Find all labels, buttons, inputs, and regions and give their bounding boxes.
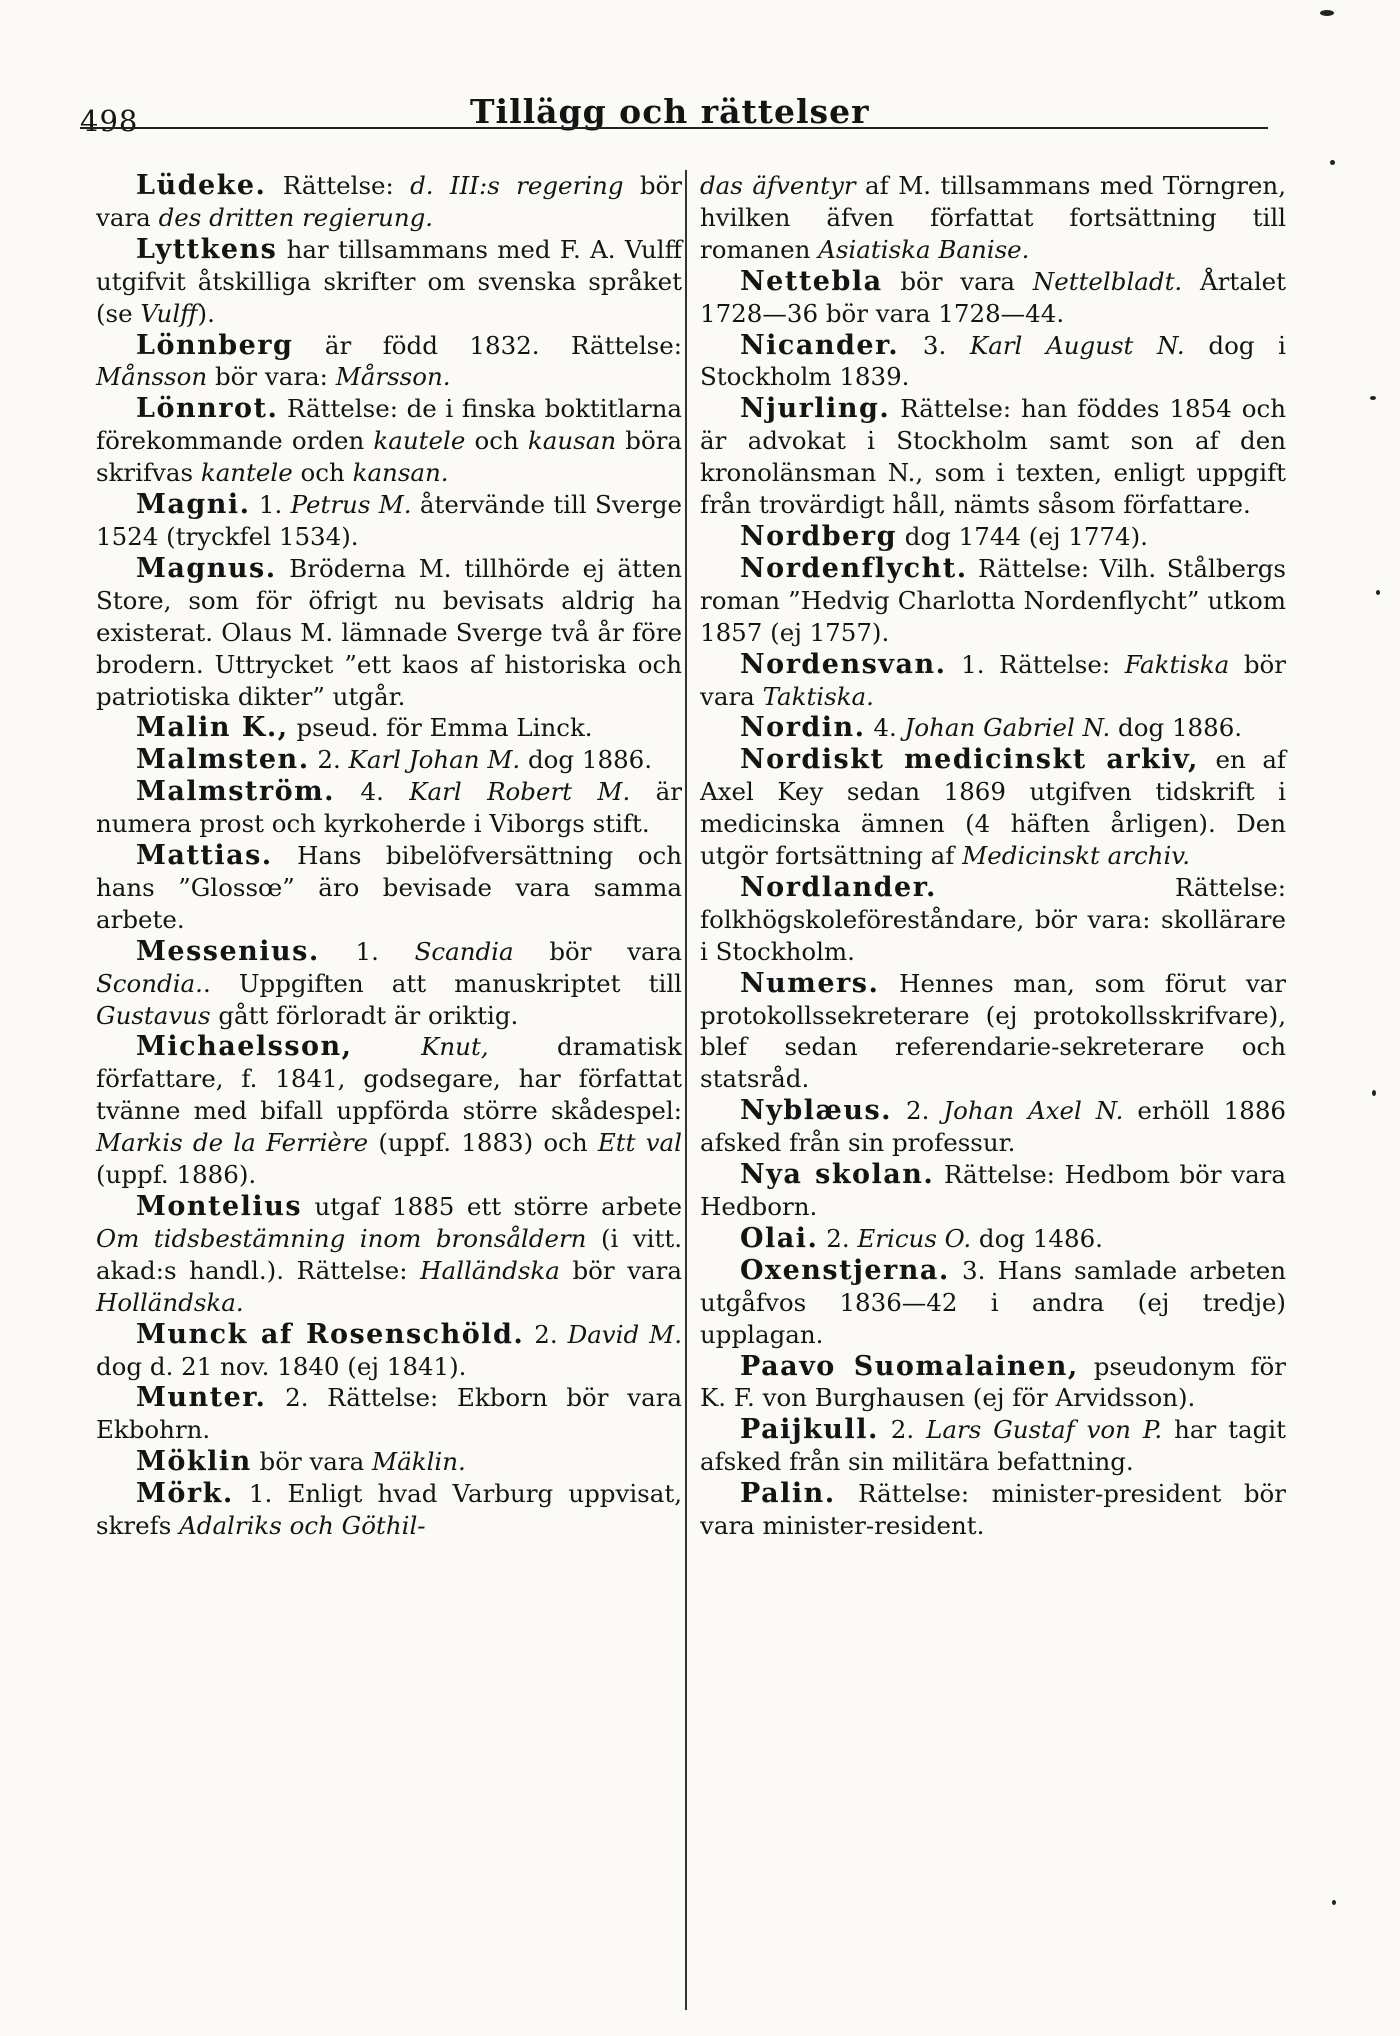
entry-italic-text: Gustavus <box>96 1000 211 1030</box>
entry-italic-text: Halländska <box>420 1255 560 1285</box>
dictionary-entry <box>96 840 682 936</box>
column-divider <box>685 170 687 2010</box>
entry-headword: Munck af Rosenschöld. <box>136 1318 525 1350</box>
entry-text: Rättelse: minister-president bör vara minister-resident. <box>700 1479 1286 1541</box>
entry-italic-text: das äfventyr <box>700 171 856 200</box>
entry-text: dog 1886. <box>520 745 653 775</box>
entry-headword: Nordiskt medicinskt arkiv, <box>740 744 1199 776</box>
dictionary-entry <box>96 1191 682 1319</box>
entry-italic-text: Johan Axel N. <box>943 1096 1124 1126</box>
entry-text: har tagit afsked från sin militära befattning. <box>700 1415 1286 1477</box>
entry-text: dog 1486. <box>971 1223 1103 1253</box>
running-title: Tillägg och rättelser <box>470 92 870 131</box>
entry-headword: Mörk. <box>136 1478 234 1510</box>
dictionary-entry <box>700 649 1286 713</box>
dictionary-entry <box>700 1159 1286 1223</box>
entry-text: böra skrifvas <box>96 426 683 488</box>
entry-text: (uppf. 1886). <box>96 1160 257 1190</box>
entry-text: återvände till Sverge 1524 (tryckfel 1534). <box>96 490 683 551</box>
entry-text: utgaf 1885 ett större arbete <box>302 1192 682 1221</box>
dictionary-entry <box>96 1446 682 1478</box>
entry-headword: Numers. <box>740 967 880 999</box>
entry-headword: Magnus. <box>136 552 277 584</box>
ink-speck <box>1370 396 1376 400</box>
ink-speck <box>1372 1090 1376 1096</box>
entry-text: 1. <box>250 490 291 520</box>
dictionary-entry <box>700 712 1286 744</box>
entry-text <box>353 1032 421 1061</box>
entry-text: en af Axel Key sedan 1869 utgifven tidskrift i medicinska ämnen (4 häften årligen). Den utgör fortsättning af <box>700 745 1287 871</box>
entry-italic-text: kantele <box>200 458 293 488</box>
entry-text: och <box>465 426 528 456</box>
entry-headword: Lyttkens <box>136 233 278 265</box>
dictionary-entry <box>700 1351 1286 1415</box>
entry-text: dog 1744 (ej 1774). <box>896 521 1148 551</box>
dictionary-entry <box>700 266 1286 330</box>
dictionary-entry <box>96 744 682 776</box>
entry-italic-text: Scondia. <box>96 968 203 998</box>
entry-text: dramatisk författare, f. 1841, godsegare, har författat tvänne med bifall uppförda större skådespel: <box>96 1032 682 1126</box>
entry-headword: Lönnrot. <box>136 393 279 425</box>
entry-text: Rättelse: han föddes 1854 och är advokat i Stockholm samt son af den kronolänsman N., som i texten, enligt uppgift från trovärdigt håll, nämts såsom författare. <box>700 394 1286 520</box>
entry-italic-text: Karl August N. <box>969 330 1185 360</box>
entry-text: Bröderna M. tillhörde ej ätten Store, som för öfrigt nu bevisats aldrig ha existerat. Olaus M. lämnade Sverge två år före brodern. Uttrycket ”ett kaos af historiska och patriotiska dikter” utgår. <box>96 553 682 711</box>
right-column <box>700 170 1286 1542</box>
entry-italic-text: Adalriks och Göthil- <box>179 1511 426 1541</box>
entry-italic-text: Petrus M. <box>290 490 412 520</box>
entry-text: bör vara <box>559 1255 682 1285</box>
entry-text: bör vara <box>700 649 1286 711</box>
entry-headword: Mattias. <box>136 840 273 872</box>
entry-italic-text: d. III:s regering <box>410 171 624 200</box>
entry-text: bör vara <box>882 266 1033 296</box>
entry-italic-text: Månsson <box>96 362 208 392</box>
entry-headword: Nya skolan. <box>740 1159 935 1191</box>
dictionary-entry <box>96 1319 682 1383</box>
entry-text: bör vara <box>251 1447 373 1477</box>
entry-headword: Lönnberg <box>136 329 294 361</box>
dictionary-entry <box>700 1478 1286 1542</box>
ink-speck <box>1376 590 1380 595</box>
entry-text: 2. <box>818 1223 858 1253</box>
ink-speck <box>1332 1900 1336 1905</box>
entry-italic-text: Nettelbladt. <box>1032 266 1183 296</box>
entry-italic-text: Taktiska. <box>762 681 874 711</box>
entry-headword: Nordlander. <box>740 871 937 903</box>
entry-text: Årtalet 1728—36 bör vara 1728—44. <box>700 266 1286 328</box>
entry-headword: Nordenflycht. <box>740 552 968 584</box>
entry-text: bör vara <box>513 936 682 966</box>
dictionary-entry <box>96 489 682 553</box>
entry-text: af M. tillsammans med Törngren, hvilken äfven författat fortsättning till romanen <box>700 171 1286 264</box>
entry-italic-text: Asiatiska Banise. <box>818 234 1030 264</box>
entry-headword: Nettebla <box>740 265 883 297</box>
entry-italic-text: Ett val <box>597 1128 682 1158</box>
entry-headword: Munter. <box>136 1382 267 1414</box>
entry-italic-text: Medicinskt archiv. <box>962 841 1191 871</box>
dictionary-entry <box>96 776 682 840</box>
entry-text: 1. <box>319 936 415 966</box>
entry-italic-text: Vulff <box>140 298 198 328</box>
entry-headword: Möklin <box>136 1446 252 1478</box>
dictionary-entry <box>700 744 1286 872</box>
entry-text: Rättelse: Hedbom bör vara Hedborn. <box>700 1160 1286 1221</box>
entry-italic-text: Ericus O. <box>857 1223 972 1253</box>
entry-text: 3. <box>899 330 970 360</box>
dictionary-entry <box>700 872 1286 968</box>
entry-text: bör vara: <box>207 362 336 392</box>
entry-italic-text: kansan. <box>352 458 449 488</box>
entry-headword: Lüdeke. <box>136 170 267 201</box>
entry-headword: Oxenstjerna. <box>740 1254 950 1286</box>
dictionary-entry <box>700 1095 1286 1159</box>
entry-text: Rättelse: folkhögskoleföreståndare, bör vara: skollärare i Stockholm. <box>700 872 1286 966</box>
ink-speck <box>1330 160 1335 165</box>
entry-italic-text: Knut, <box>421 1032 489 1062</box>
entry-text: bör vara <box>96 171 682 232</box>
entry-italic-text: Johan Gabriel N. <box>904 713 1111 743</box>
entry-text: Hans bibelöfversättning och hans ”Glossœ” äro bevisade vara samma arbete. <box>96 841 682 934</box>
entry-headword: Paijkull. <box>740 1414 879 1446</box>
dictionary-entry <box>96 1478 682 1542</box>
entry-text: 2. <box>524 1319 568 1349</box>
entry-italic-text: Karl Robert M. <box>409 777 631 807</box>
entry-headword: Njurling. <box>740 393 891 425</box>
entry-text: dog d. 21 nov. 1840 (ej 1841). <box>96 1351 467 1381</box>
dictionary-entry <box>700 521 1286 553</box>
dictionary-entry <box>700 968 1286 1096</box>
entry-headword: Malmström. <box>136 776 336 808</box>
entry-headword: Magni. <box>136 489 251 521</box>
dictionary-entry <box>96 393 682 489</box>
entry-italic-text: Faktiska <box>1124 649 1230 679</box>
entry-headword: Palin. <box>740 1478 836 1510</box>
entry-headword: Michaelsson, <box>136 1031 353 1063</box>
entry-text: har tillsammans med F. A. Vulff utgifvit åtskilliga skrifter om svenska språket (se <box>96 234 682 328</box>
dictionary-entry <box>96 936 682 1032</box>
entry-text: 4. <box>335 777 410 807</box>
entry-text: erhöll 1886 afsked från sin professur. <box>700 1096 1286 1158</box>
dictionary-entry <box>700 330 1286 394</box>
entry-headword: Messenius. <box>136 935 320 967</box>
entry-text: 3. Hans samlade arbeten utgåfvos 1836—42 i andra (ej tredje) upplagan. <box>700 1255 1286 1349</box>
entry-headword: Montelius <box>136 1191 303 1222</box>
entry-italic-text: Lars Gustaf von P. <box>926 1415 1163 1445</box>
entry-text: Hennes man, som förut var protokollssekreterare (ej protokollsskrifvare), blef sedan referendarie-sekreterare och statsråd. <box>700 968 1286 1094</box>
entry-headword: Nyblæus. <box>740 1095 893 1127</box>
entry-headword: Olai. <box>740 1222 819 1254</box>
entry-italic-text: Om tidsbestämning inom bronsåldern <box>96 1223 587 1253</box>
entry-text: 1. Rättelse: <box>946 649 1125 679</box>
entry-headword: Malin K., <box>136 712 289 744</box>
dictionary-entry <box>96 234 682 330</box>
entry-italic-text: Scandia <box>414 936 514 966</box>
dictionary-entry <box>96 712 682 744</box>
entry-italic-text: Markis de la Ferrière <box>96 1128 369 1158</box>
entry-headword: Nicander. <box>740 329 900 361</box>
left-column <box>96 170 682 1542</box>
entry-text: och <box>292 458 353 488</box>
entry-italic-text: David M. <box>567 1319 682 1349</box>
entry-italic-text: kautele <box>373 426 466 456</box>
entry-text: 1. Enligt hvad Varburg uppvisat, skrefs <box>96 1479 682 1541</box>
entry-text: 2. Rättelse: Ekborn bör vara Ekbohrn. <box>96 1383 682 1445</box>
entry-headword: Paavo Suomalainen, <box>740 1350 1079 1382</box>
entry-headword: Nordensvan. <box>740 648 947 680</box>
header-rule <box>80 127 1268 129</box>
dictionary-entry <box>96 170 682 234</box>
entry-text: ). <box>197 298 215 328</box>
entry-text: pseudonym för K. F. von Burghausen (ej för Arvidsson). <box>700 1351 1286 1413</box>
entry-text: (uppf. 1883) och <box>368 1128 598 1158</box>
entry-italic-text: Karl Johan M. <box>348 745 521 775</box>
entry-text: är numera prost och kyrkoherde i Viborgs stift. <box>96 777 683 839</box>
entry-text: dog i Stockholm 1839. <box>700 330 1286 392</box>
entry-text: är född 1832. Rättelse: <box>293 330 682 360</box>
entry-italic-text: kausan <box>527 426 617 456</box>
page-number: 498 <box>80 104 139 138</box>
entry-text: 2. <box>878 1415 927 1445</box>
entry-text: . Uppgiften att manuskriptet till <box>202 968 682 998</box>
entry-headword: Nordberg <box>740 520 897 552</box>
entry-italic-text: des dritten regierung. <box>158 202 434 232</box>
entry-text: Rättelse: Vilh. Stålbergs roman ”Hedvig Charlotta Nordenflycht” utkom 1857 (ej 1757). <box>700 553 1286 647</box>
dictionary-entry <box>700 1255 1286 1351</box>
entry-text: pseud. för Emma Linck. <box>288 713 593 743</box>
dictionary-entry <box>700 1223 1286 1255</box>
entry-text: Rättelse: de i finska boktitlarna förekommande orden <box>96 394 682 456</box>
entry-text: 2. <box>892 1096 944 1126</box>
dictionary-entry <box>700 393 1286 521</box>
dictionary-entry <box>96 330 682 394</box>
dictionary-entry <box>96 553 682 713</box>
entry-text: 2. <box>309 745 349 775</box>
entry-text: gått förloradt är oriktig. <box>210 1000 519 1030</box>
dictionary-entry <box>96 1382 682 1446</box>
ink-speck <box>1320 10 1334 16</box>
entry-italic-text: Mårsson. <box>335 362 451 392</box>
entry-headword: Malmsten. <box>136 744 310 776</box>
entry-text: (i vitt. akad:s handl.). Rättelse: <box>96 1223 682 1285</box>
dictionary-entry <box>700 170 1286 266</box>
entry-text: 4. <box>865 713 905 743</box>
dictionary-entry <box>96 1031 682 1191</box>
dictionary-entry <box>700 553 1286 649</box>
entry-italic-text: Mäklin. <box>372 1447 466 1477</box>
entry-text: dog 1886. <box>1110 713 1243 743</box>
dictionary-entry <box>700 1414 1286 1478</box>
entry-italic-text: Holländska. <box>96 1287 244 1317</box>
entry-headword: Nordin. <box>740 712 866 744</box>
entry-text: Rättelse: <box>266 171 411 200</box>
